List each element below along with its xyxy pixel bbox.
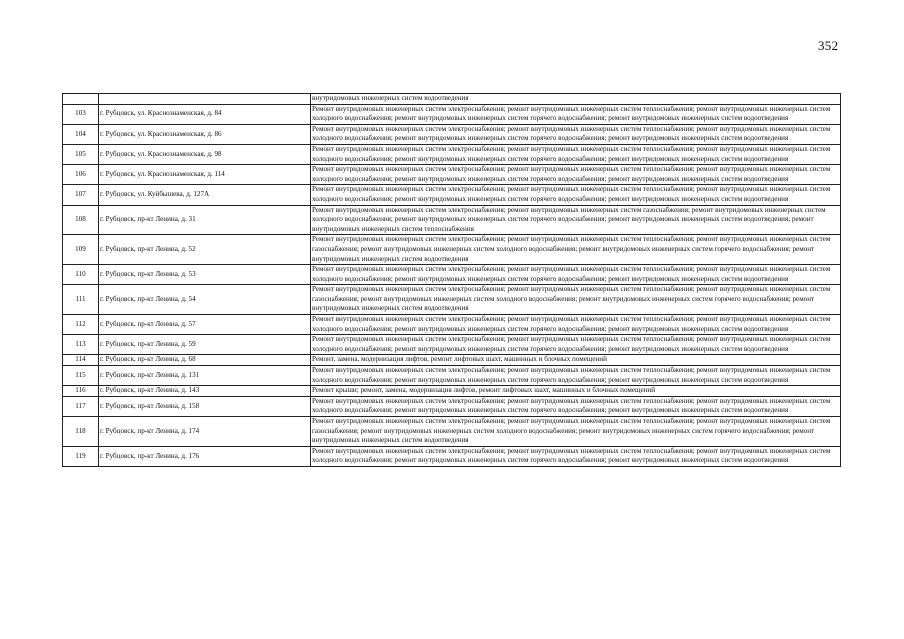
table-row — [63, 366, 841, 386]
table-row — [63, 315, 841, 335]
work-description-cell: Ремонт внутридомовых инженерных систем электроснабжения; ремонт внутридомовых инженерных систем теплоснабжения; ремонт внутридомовых инженерных систем газоснабжения; ремонт внутридомовых инженерных систем холодного водоснабжения; ремонт внутридомовых инженерных систем горячего водоснабжения; ремонт внутридомовых инженерных систем водоотведения — [311, 285, 841, 315]
table-row — [63, 335, 841, 355]
row-number-cell: 118 — [63, 417, 99, 447]
work-description-cell: Ремонт внутридомовых инженерных систем электроснабжения; ремонт внутридомовых инженерных систем теплоснабжения; ремонт внутридомовых инженерных систем холодного водоснабжения; ремонт внутридомовых инженерных систем горячего водоснабжения; ремонт внутридомовых инженерных систем водоотведения — [311, 396, 841, 416]
table-row-continuation — [63, 94, 841, 105]
table-row — [63, 355, 841, 366]
row-number-cell: 112 — [63, 315, 99, 335]
address-cell: г. Рубцовск, пр-кт Ленина, д. 52 — [99, 235, 311, 265]
row-number-cell: 113 — [63, 335, 99, 355]
work-description-cell: Ремонт внутридомовых инженерных систем электроснабжения; ремонт внутридомовых инженерных систем теплоснабжения; ремонт внутридомовых инженерных систем холодного водоснабжения; ремонт внутридомовых инженерных систем горячего водоснабжения; ремонт внутридомовых инженерных систем водоотведения — [311, 265, 841, 285]
row-number-cell: 109 — [63, 235, 99, 265]
table-row — [63, 104, 841, 124]
address-cell: г. Рубцовск, пр-кт Ленина, д. 174 — [99, 417, 311, 447]
row-number-cell: 105 — [63, 144, 99, 164]
repair-works-table — [62, 93, 841, 467]
work-description-cell: Ремонт внутридомовых инженерных систем электроснабжения; ремонт внутридомовых инженерных систем теплоснабжения; ремонт внутридомовых инженерных систем холодного водоснабжения; ремонт внутридомовых инженерных систем горячего водоснабжения; ремонт внутридомовых инженерных систем водоотведения — [311, 124, 841, 144]
row-number-cell: 110 — [63, 265, 99, 285]
row-number-cell: 111 — [63, 285, 99, 315]
address-cell: г. Рубцовск, ул. Краснознаменская, д. 86 — [99, 124, 311, 144]
address-cell: г. Рубцовск, пр-кт Ленина, д. 131 — [99, 366, 311, 386]
work-description-cell: Ремонт крыши; ремонт, замена, модернизация лифтов, ремонт лифтовых шахт, машинных и блочных помещений — [311, 386, 841, 397]
address-cell: г. Рубцовск, пр-кт Ленина, д. 143 — [99, 386, 311, 397]
work-description-cell: Ремонт внутридомовых инженерных систем электроснабжения; ремонт внутридомовых инженерных систем теплоснабжения; ремонт внутридомовых инженерных систем холодного водоснабжения; ремонт внутридомовых инженерных систем горячего водоснабжения; ремонт внутридомовых инженерных систем водоотведения — [311, 446, 841, 466]
row-number-cell: 107 — [63, 185, 99, 205]
work-description-cell: Ремонт внутридомовых инженерных систем электроснабжения; ремонт внутридомовых инженерных систем теплоснабжения; ремонт внутридомовых инженерных систем холодного водоснабжения; ремонт внутридомовых инженерных систем горячего водоснабжения; ремонт внутридомовых инженерных систем водоотведения — [311, 335, 841, 355]
work-description-cell: Ремонт внутридомовых инженерных систем электроснабжения; ремонт внутридомовых инженерных систем теплоснабжения; ремонт внутридомовых инженерных систем холодного водоснабжения; ремонт внутридомовых инженерных систем горячего водоснабжения; ремонт внутридомовых инженерных систем водоотведения — [311, 165, 841, 185]
row-number-cell: 104 — [63, 124, 99, 144]
row-number-cell: 115 — [63, 366, 99, 386]
work-description-cell: Ремонт внутридомовых инженерных систем электроснабжения; ремонт внутридомовых инженерных систем теплоснабжения; ремонт внутридомовых инженерных систем газоснабжения; ремонт внутридомовых инженерных систем холодного водоснабжения; ремонт внутридомовых инженерных систем горячего водоснабжения; ремонт внутридомовых инженерных систем водоотведения — [311, 417, 841, 447]
address-cell: г. Рубцовск, ул. Куйбышева, д. 127А — [99, 185, 311, 205]
table-row — [63, 165, 841, 185]
row-number-cell: 117 — [63, 396, 99, 416]
address-cell: г. Рубцовск, пр-кт Ленина, д. 31 — [99, 205, 311, 235]
address-cell: г. Рубцовск, пр-кт Ленина, д. 158 — [99, 396, 311, 416]
table-row — [63, 285, 841, 315]
table-body — [63, 94, 841, 467]
row-number-cell: 114 — [63, 355, 99, 366]
row-number-cell: 106 — [63, 165, 99, 185]
work-description-cell: Ремонт внутридомовых инженерных систем электроснабжения; ремонт внутридомовых инженерных систем теплоснабжения; ремонт внутридомовых инженерных систем холодного водоснабжения; ремонт внутридомовых инженерных систем горячего водоснабжения; ремонт внутридомовых инженерных систем водоотведения — [311, 366, 841, 386]
address-cell: г. Рубцовск, пр-кт Ленина, д. 54 — [99, 285, 311, 315]
table-row — [63, 185, 841, 205]
table-row — [63, 124, 841, 144]
row-number-cell: 103 — [63, 104, 99, 124]
table-row — [63, 386, 841, 397]
table-row — [63, 144, 841, 164]
table-row — [63, 235, 841, 265]
address-cell: г. Рубцовск, ул. Краснознаменская, д. 84 — [99, 104, 311, 124]
address-cell — [99, 94, 311, 105]
row-number-cell: 108 — [63, 205, 99, 235]
address-cell: г. Рубцовск, пр-кт Ленина, д. 57 — [99, 315, 311, 335]
table-row — [63, 396, 841, 416]
work-description-cell: Ремонт внутридомовых инженерных систем электроснабжения; ремонт внутридомовых инженерных систем теплоснабжения; ремонт внутридомовых инженерных систем холодного водоснабжения; ремонт внутридомовых инженерных систем горячего водоснабжения; ремонт внутридомовых инженерных систем водоотведения — [311, 315, 841, 335]
work-description-cell: Ремонт внутридомовых инженерных систем электроснабжения; ремонт внутридомовых инженерных систем газоснабжения; ремонт внутридомовых инженерных систем холодного водоснабжения; ремонт внутридомовых инженерных систем горячего водоснабжения; ремонт внутридомовых инженерных систем водоотведения; ремонт внутридомовых инженерных систем теплоснабжения — [311, 205, 841, 235]
row-number-cell: 116 — [63, 386, 99, 397]
table-row — [63, 417, 841, 447]
work-description-cell: Ремонт внутридомовых инженерных систем электроснабжения; ремонт внутридомовых инженерных систем теплоснабжения; ремонт внутридомовых инженерных систем холодного водоснабжения; ремонт внутридомовых инженерных систем горячего водоснабжения; ремонт внутридомовых инженерных систем водоотведения — [311, 104, 841, 124]
work-description-cell: Ремонт внутридомовых инженерных систем электроснабжения; ремонт внутридомовых инженерных систем теплоснабжения; ремонт внутридомовых инженерных систем холодного водоснабжения; ремонт внутридомовых инженерных систем горячего водоснабжения; ремонт внутридомовых инженерных систем водоотведения — [311, 144, 841, 164]
table-row — [63, 265, 841, 285]
address-cell: г. Рубцовск, пр-кт Ленина, д. 176 — [99, 446, 311, 466]
address-cell: г. Рубцовск, пр-кт Ленина, д. 53 — [99, 265, 311, 285]
work-description-cell: внутридомовых инженерных систем водоотведения — [311, 94, 841, 105]
row-number-cell — [63, 94, 99, 105]
page-number: 352 — [818, 38, 839, 53]
table-row — [63, 205, 841, 235]
address-cell: г. Рубцовск, ул. Краснознаменская, д. 114 — [99, 165, 311, 185]
work-description-cell: Ремонт внутридомовых инженерных систем электроснабжения; ремонт внутридомовых инженерных систем теплоснабжения; ремонт внутридомовых инженерных систем холодного водоснабжения; ремонт внутридомовых инженерных систем горячего водоснабжения; ремонт внутридомовых инженерных систем водоотведения — [311, 185, 841, 205]
address-cell: г. Рубцовск, пр-кт Ленина, д. 68 — [99, 355, 311, 366]
address-cell: г. Рубцовск, ул. Краснознаменская, д. 98 — [99, 144, 311, 164]
work-description-cell: Ремонт внутридомовых инженерных систем электроснабжения; ремонт внутридомовых инженерных систем теплоснабжения; ремонт внутридомовых инженерных систем газоснабжения; ремонт внутридомовых инженерных систем холодного водоснабжения; ремонт внутридомовых инженерных систем горячего водоснабжения; ремонт внутридомовых инженерных систем водоотведения — [311, 235, 841, 265]
work-description-cell: Ремонт, замена, модернизация лифтов, ремонт лифтовых шахт, машинных и блочных помещений — [311, 355, 841, 366]
row-number-cell: 119 — [63, 446, 99, 466]
table-row — [63, 446, 841, 466]
address-cell: г. Рубцовск, пр-кт Ленина, д. 59 — [99, 335, 311, 355]
